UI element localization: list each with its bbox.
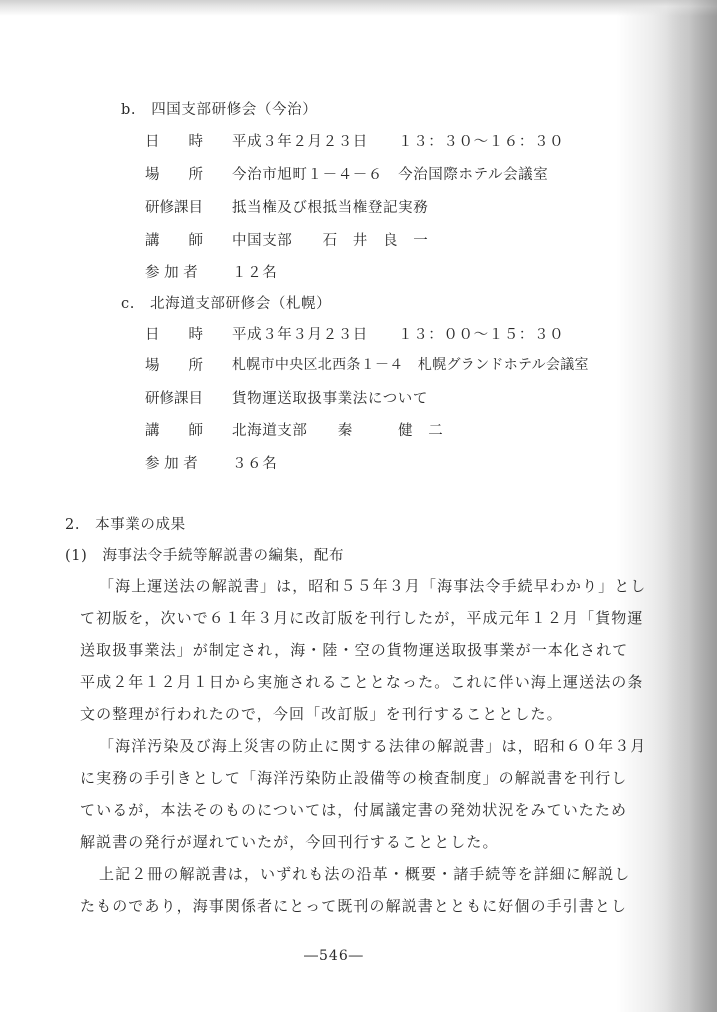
row-label: 場 所 [145,167,203,183]
row-label: 場 所 [145,358,203,374]
row-value: 平成３年２月２３日 １３：３０～１６：３０ [232,134,565,150]
body-line: たものであり，海事関係者にとって既刊の解説書とともに好個の手引書とし [80,897,628,915]
body-line: に実務の手引きとして「海洋汚染防止設備等の検査制度」の解説書を刊行し [80,769,628,787]
body-line: 平成２年１２月１日から実施されることとなった。これに伴い海上運送法の条 [80,673,644,691]
scan-spine-shadow [666,0,717,1012]
body-line: て初版を，次いで６１年３月に改訂版を刊行したが，平成元年１２月「貨物運 [80,609,644,627]
row-value: ３６名 [232,456,278,472]
body-line: 解説書の発行が遅れていたが，今回刊行することとした。 [80,833,499,851]
body-line: 「海上運送法の解説書」は，昭和５５年３月「海事法令手続早わかり」とし [99,577,647,595]
body-line: ているが，本法そのものについては，付属議定書の発効状況をみていたため [80,801,628,819]
row-label: 研修課目 [145,391,203,407]
row-label: 日 時 [145,327,203,343]
body-line: 文の整理が行われたので，今回「改訂版」を刊行することとした。 [80,705,563,723]
row-label: 参 加 者 [145,456,198,472]
row-value: 北海道支部 秦 健 二 [232,423,444,439]
body-line: 上記２冊の解説書は，いずれも法の沿革・概要・諸手続等を詳細に解説し [99,865,631,883]
section-title: 2. 本事業の成果 [65,517,186,533]
row-label: 講 師 [145,423,203,439]
row-value: 抵当権及び根抵当権登記実務 [232,200,429,216]
session-heading: c. 北海道支部研修会（札幌） [121,296,332,312]
session-heading: b. 四国支部研修会（今治） [121,102,318,118]
row-value: 中国支部 石 井 良 一 [232,233,429,249]
body-line: 「海洋汚染及び海上災害の防止に関する法律の解説書」は，昭和６０年３月 [99,737,647,755]
row-value: 今治市旭町１－４－６ 今治国際ホテル会議室 [232,167,549,183]
page-number: ―546― [304,948,364,964]
row-label: 参 加 者 [145,265,198,281]
row-value: 札幌市中央区北西条１－４ 札幌グランドホテル会議室 [232,357,589,373]
row-label: 講 師 [145,233,203,249]
row-value: １２名 [232,265,278,281]
row-label: 日 時 [145,134,203,150]
row-value: 平成３年３月２３日 １３：００～１５：３０ [232,327,565,343]
row-value: 貨物運送取扱事業法について [232,391,429,407]
scan-top-shadow [0,0,717,16]
row-label: 研修課目 [145,200,203,216]
section-subtitle: (1) 海事法令手続等解説書の編集，配布 [65,548,345,564]
body-line: 送取扱事業法」が制定され，海・陸・空の貨物運送取扱事業が一本化されて [80,641,629,659]
